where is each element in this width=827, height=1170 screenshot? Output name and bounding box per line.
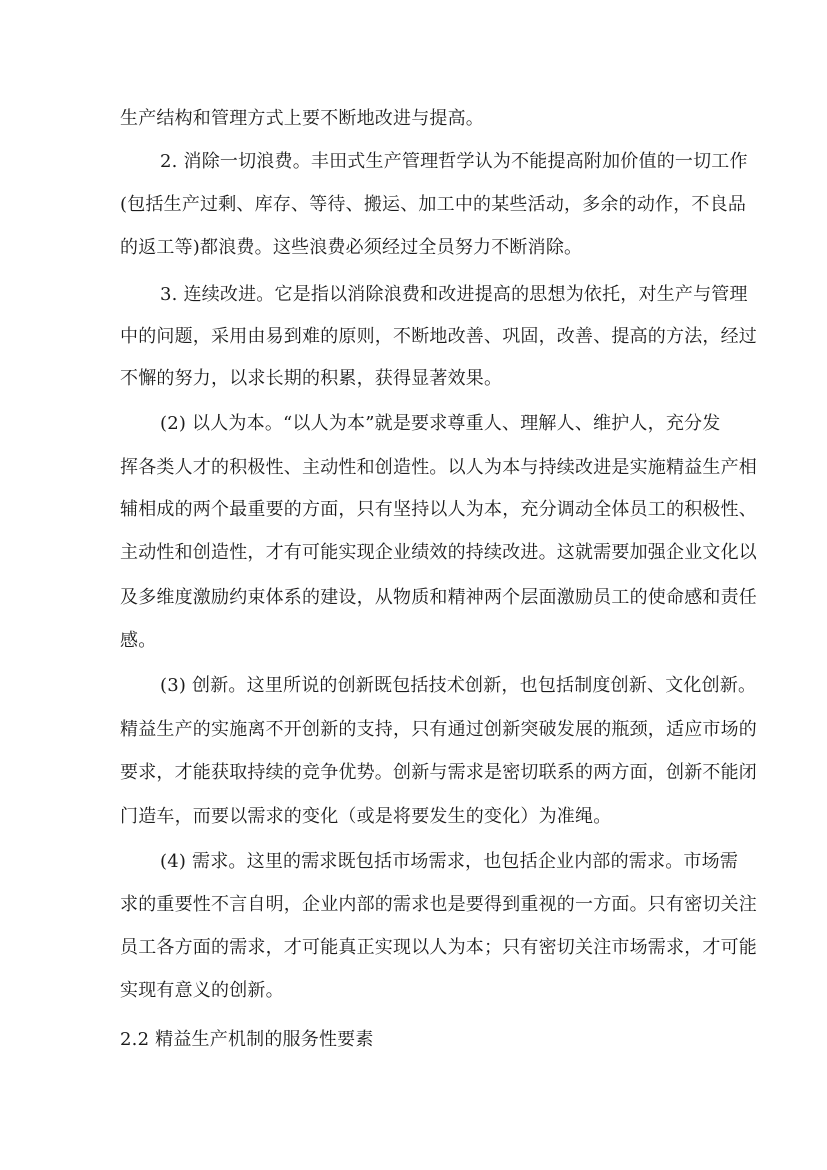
text-line: 3. 连续改进。它是指以消除浪费和改进提高的思想为依托，对生产与管理: [160, 284, 748, 305]
text-line: (包括生产过剩、库存、等待、搬运、加工中的某些活动，多余的动作，不良品: [120, 194, 747, 215]
text-line: 辅相成的两个最重要的方面，只有坚持以人为本，充分调动全体员工的积极性、: [120, 499, 757, 520]
section-heading: 2.2 精益生产机制的服务性要素: [120, 1029, 374, 1050]
text-line: 挥各类人才的积极性、主动性和创造性。以人为本与持续改进是实施精益生产相: [120, 457, 757, 478]
text-line: 的返工等)都浪费。这些浪费必须经过全员努力不断消除。: [120, 237, 583, 258]
text-line: 不懈的努力，以求长期的积累，获得显著效果。: [120, 368, 503, 389]
text-line: (4) 需求。这里的需求既包括市场需求，也包括企业内部的需求。市场需: [160, 851, 739, 872]
text-line: 要求，才能获取持续的竞争优势。创新与需求是密切联系的两方面，创新不能闭: [120, 762, 757, 783]
text-line: 求的重要性不言自明，企业内部的需求也是要得到重视的一方面。只有密切关注: [120, 894, 757, 915]
text-line: (3) 创新。这里所说的创新既包括技术创新，也包括制度创新、文化创新。: [160, 675, 757, 696]
text-line: 及多维度激励约束体系的建设，从物质和精神两个层面激励员工的使命感和责任: [120, 587, 757, 608]
text-line: 实现有意义的创新。: [120, 980, 284, 1001]
text-line: 2. 消除一切浪费。丰田式生产管理哲学认为不能提高附加价值的一切工作: [160, 151, 748, 172]
text-line: 中的问题，采用由易到难的原则，不断地改善、巩固，改善、提高的方法，经过: [120, 326, 757, 347]
text-line: 员工各方面的需求，才可能真正实现以人为本；只有密切关注市场需求，才可能: [120, 937, 757, 958]
text-line: 精益生产的实施离不开创新的支持，只有通过创新突破发展的瓶颈，适应市场的: [120, 719, 757, 740]
text-line: 门造车，而要以需求的变化（或是将要发生的变化）为准绳。: [120, 806, 612, 827]
text-line: 感。: [120, 630, 157, 651]
text-line: 主动性和创造性，才有可能实现企业绩效的持续改进。这就需要加强企业文化以: [120, 542, 757, 563]
text-line: (2) 以人为本。“以人为本”就是要求尊重人、理解人、维护人，充分发: [160, 413, 721, 434]
text-line: 生产结构和管理方式上要不断地改进与提高。: [120, 108, 484, 129]
